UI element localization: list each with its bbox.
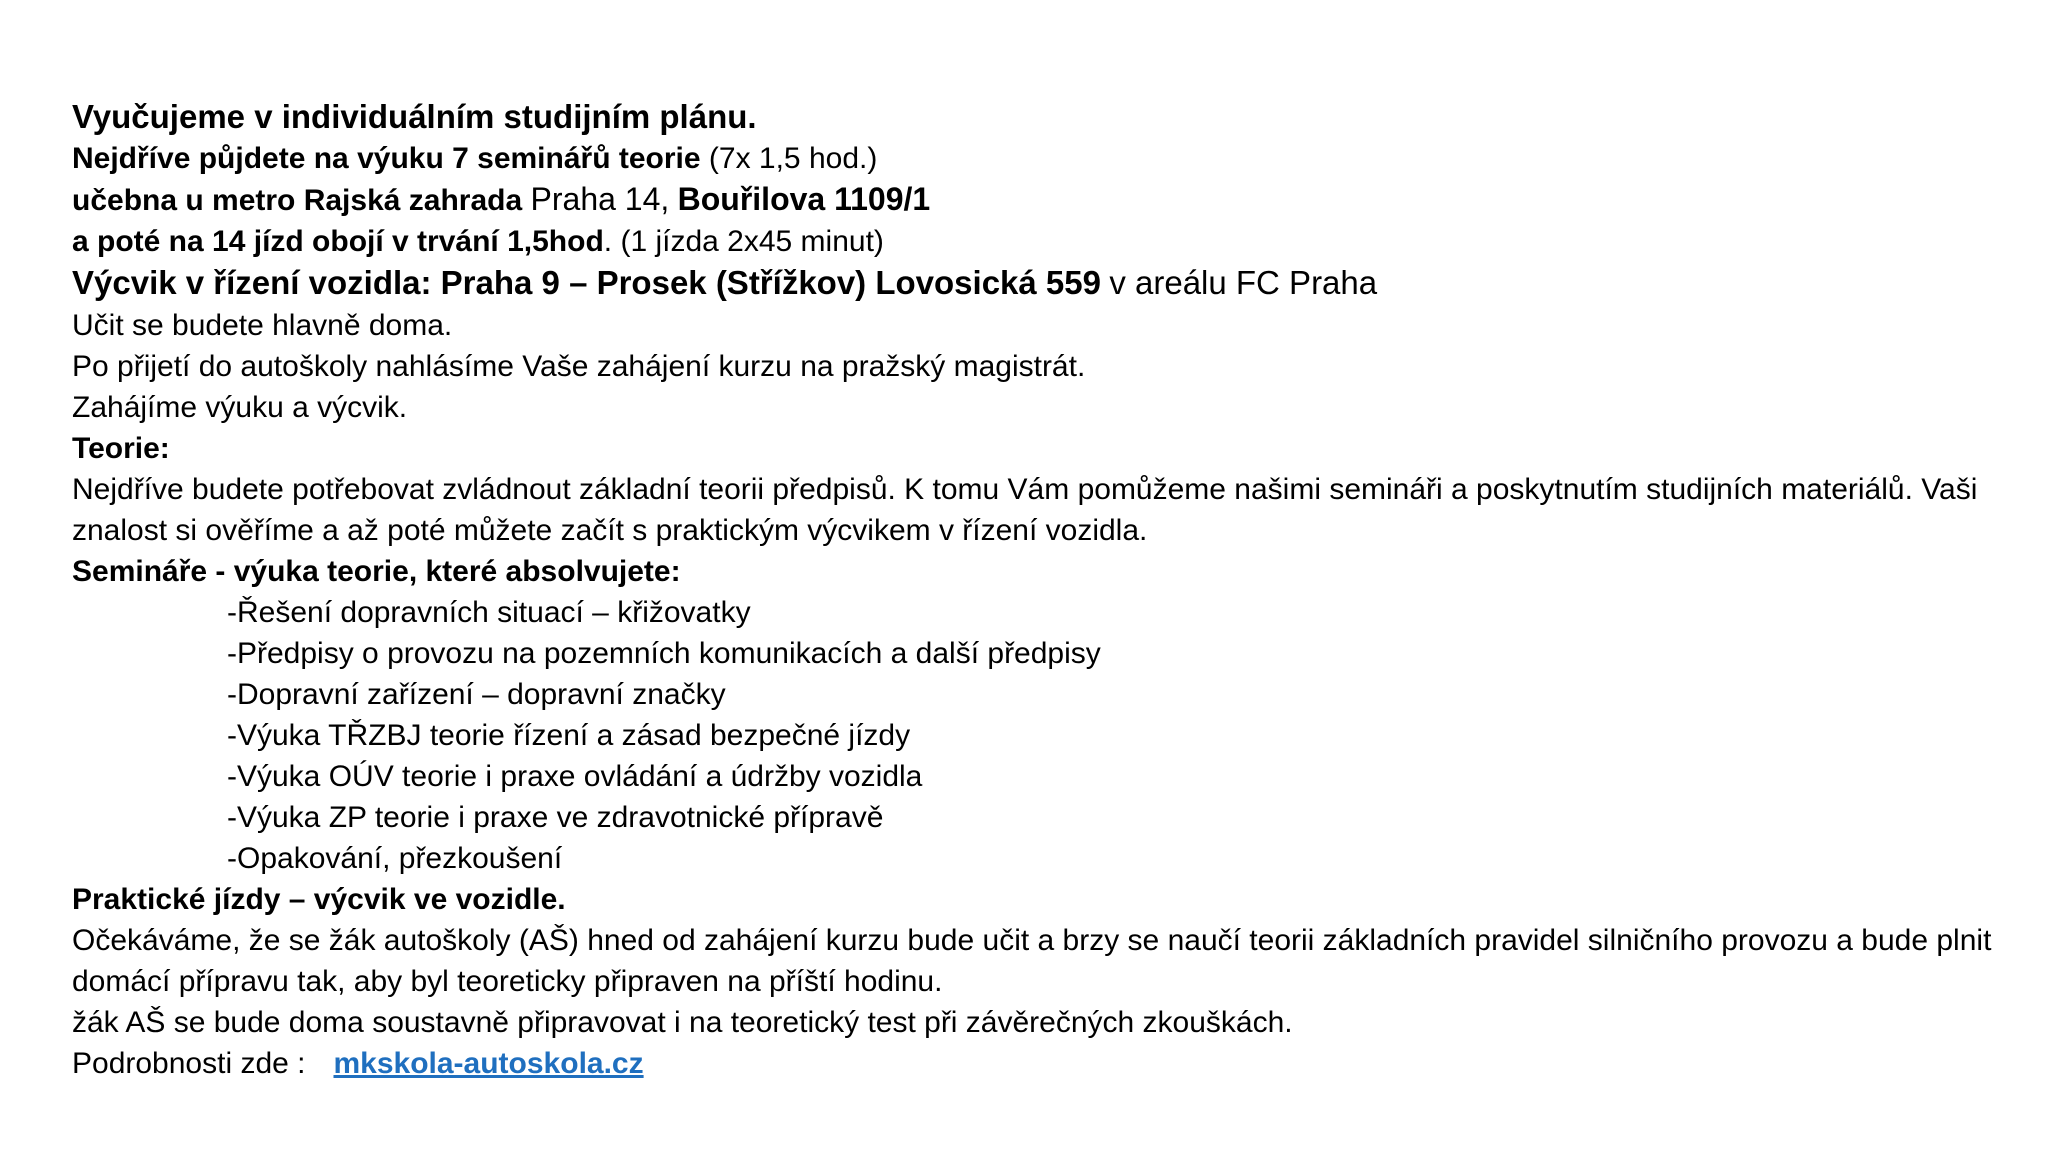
classroom-city: Praha 14, <box>530 181 670 217</box>
details-label: Podrobnosti zde : <box>72 1047 306 1080</box>
intro-line: Zahájíme výuku a výcvik. <box>72 391 408 424</box>
intro-line: Po přijetí do autoškoly nahlásíme Vaše zahájení kurzu na pražský magistrát. <box>72 350 1086 383</box>
seminar-item: -Výuka ZP teorie i praxe ve zdravotnické přípravě <box>227 801 884 834</box>
theory-heading: Teorie: <box>72 432 170 465</box>
practice-note: žák AŠ se bude doma soustavně připravovat i na teoretický test při závěrečných zkouškách. <box>72 1006 1293 1039</box>
seminar-item: -Dopravní zařízení – dopravní značky <box>227 678 726 711</box>
theory-paragraph: Nejdříve budete potřebovat zvládnout základní teorii předpisů. K tomu Vám pomůžeme našimi semináři a poskytnutím studijních materiálů. Vaši znalost si ověříme a až poté můžete začít s praktickým výcvikem v řízení vozidla. <box>72 473 1978 547</box>
seminars-summary-bold: Nejdříve půjdete na výuku 7 seminářů teorie <box>72 142 701 175</box>
intro-line: Učit se budete hlavně doma. <box>72 309 453 342</box>
seminar-item: -Výuka TŘZBJ teorie řízení a zásad bezpečné jízdy <box>227 719 911 752</box>
training-location-bold: Výcvik v řízení vozidla: Praha 9 – Prosek (Střížkov) Lovosická 559 <box>72 264 1101 301</box>
classroom-line <box>72 179 2012 221</box>
seminar-item: -Opakování, přezkoušení <box>227 842 563 875</box>
training-location-area: v areálu FC Praha <box>1109 264 1378 301</box>
page-title: Vyučujeme v individuálním studijním plánu. <box>72 98 757 135</box>
seminars-summary-line <box>72 138 2012 179</box>
seminars-list <box>72 592 2012 879</box>
training-location-line <box>72 262 2012 305</box>
rides-bold: a poté na 14 jízd obojí v trvání 1,5hod <box>72 225 604 258</box>
practice-paragraph: Očekáváme, že se žák autoškoly (AŠ) hned od zahájení kurzu bude učit a brzy se naučí teorii základních pravidel silničního provozu a bude plnit domácí přípravu tak, aby byl teoreticky připraven na příští hodinu. <box>72 924 1992 998</box>
document-body <box>72 96 2012 1084</box>
seminar-item: -Řešení dopravních situací – křižovatky <box>227 596 751 629</box>
classroom-address: Bouřilova 1109/1 <box>677 181 931 217</box>
details-line <box>72 1043 2012 1084</box>
seminars-summary-duration: (7x 1,5 hod.) <box>708 142 878 175</box>
seminar-item: -Předpisy o provozu na pozemních komunikacích a další předpisy <box>227 637 1101 670</box>
rides-duration: . (1 jízda 2x45 minut) <box>603 225 884 258</box>
seminars-heading: Semináře - výuka teorie, které absolvujete: <box>72 555 681 588</box>
practice-heading: Praktické jízdy – výcvik ve vozidle. <box>72 883 566 916</box>
website-link[interactable]: mkskola-autoskola.cz <box>333 1047 644 1080</box>
classroom-label: učebna u metro Rajská zahrada <box>72 184 523 217</box>
rides-line <box>72 221 2012 262</box>
seminar-item: -Výuka OÚV teorie i praxe ovládání a údržby vozidla <box>227 760 923 793</box>
